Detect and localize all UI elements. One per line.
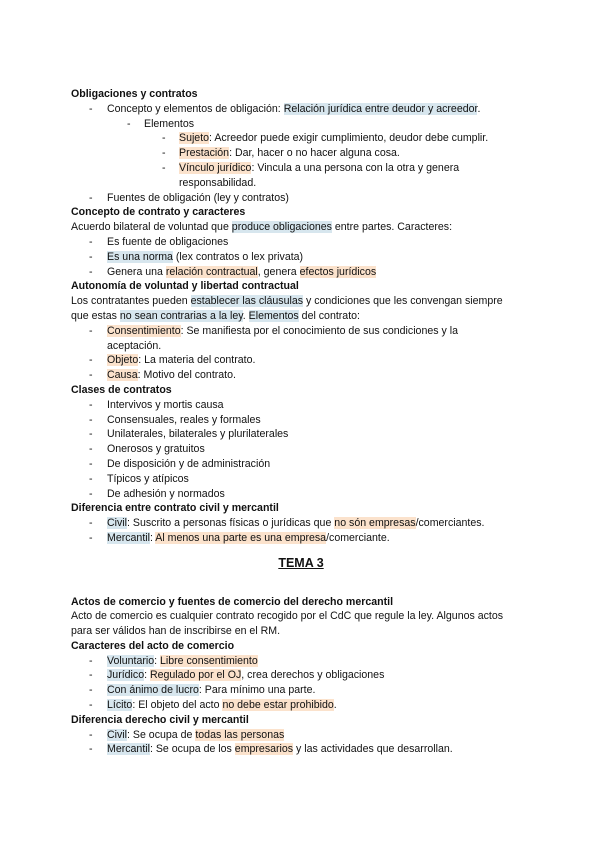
list-item: - Prestación: Dar, hacer o no hacer alguna cosa. [162,147,400,160]
list-item: - Con ánimo de lucro: Para mínimo una parte. [89,684,316,697]
heading-diferencia-derecho: Diferencia derecho civil y mercantil [71,713,249,726]
heading-diferencia-contrato: Diferencia entre contrato civil y mercantil [71,502,279,515]
heading-obligaciones: Obligaciones y contratos [71,88,198,100]
document-page [71,87,531,757]
paragraph: Acuerdo bilateral de voluntad que produce obligaciones entre partes. Caracteres: [71,221,453,234]
list-item: - Causa: Motivo del contrato. [89,369,236,382]
paragraph: para ser válidos han de inscribirse en el RM. [71,625,281,638]
list-item: - Típicos y atípicos [89,472,189,485]
list-item: - Elementos [127,117,195,130]
list-item: - Onerosos y gratuitos [89,443,205,456]
spacer [71,580,531,595]
list-item: - Es una norma (lex contratos o lex privata) [89,250,304,263]
list-item: - Consentimiento: Se manifiesta por el conocimiento de sus condiciones y la [89,324,458,337]
list-item: - Unilaterales, bilaterales y plurilaterales [89,428,289,441]
paragraph: Los contratantes pueden establecer las cláusulas y condiciones que les convengan siempre [71,295,503,308]
list-item: - Lícito: El objeto del acto no debe estar prohibido. [89,699,337,712]
list-item: - De disposición y de administración [89,457,271,470]
list-item: - Intervivos y mortis causa [89,398,224,411]
tema-title: TEMA 3 [278,555,324,570]
list-item: - Mercantil: Se ocupa de los empresarios y las actividades que desarrollan. [89,743,453,756]
heading-autonomia: Autonomía de voluntad y libertad contractual [71,280,299,293]
list-item: - Es fuente de obligaciones [89,235,229,248]
list-item: - Fuentes de obligación (ley y contratos) [89,191,289,204]
heading-caracteres-acto: Caracteres del acto de comercio [71,639,235,652]
list-item: - Civil: Suscrito a personas físicas o jurídicas que no són empresas/comerciantes. [89,517,485,530]
list-item-continuation: responsabilidad. [179,176,257,189]
list-item: - Mercantil: Al menos una parte es una empresa/comerciante. [89,531,390,544]
heading-actos-comercio: Actos de comercio y fuentes de comercio del derecho mercantil [71,595,394,608]
list-item: - Civil: Se ocupa de todas las personas [89,728,285,741]
paragraph: Acto de comercio es cualquier contrato recogido por el CdC que regule la ley. Algunos actos [71,610,504,623]
heading-clases: Clases de contratos [71,383,172,396]
list-item: - Voluntario: Libre consentimiento [89,654,258,667]
heading-concepto-contrato: Concepto de contrato y caracteres [71,206,246,219]
list-item-continuation: aceptación. [107,339,162,352]
list-item: - Concepto y elementos de obligación: Relación jurídica entre deudor y acreedor. [89,102,481,115]
paragraph: que estas no sean contrarias a la ley. Elementos del contrato: [71,309,360,322]
list-item: - Sujeto: Acreedor puede exigir cumplimiento, deudor debe cumplir. [162,132,489,145]
list-item: - Genera una relación contractual, genera efectos jurídicos [89,265,377,278]
list-item: - Jurídico: Regulado por el OJ, crea derechos y obligaciones [89,669,385,682]
list-item: - Objeto: La materia del contrato. [89,354,256,367]
list-item: - Consensuales, reales y formales [89,413,261,426]
list-item: - De adhesión y normados [89,487,225,500]
list-item: - Vínculo jurídico: Vincula a una persona con la otra y genera [162,161,460,174]
